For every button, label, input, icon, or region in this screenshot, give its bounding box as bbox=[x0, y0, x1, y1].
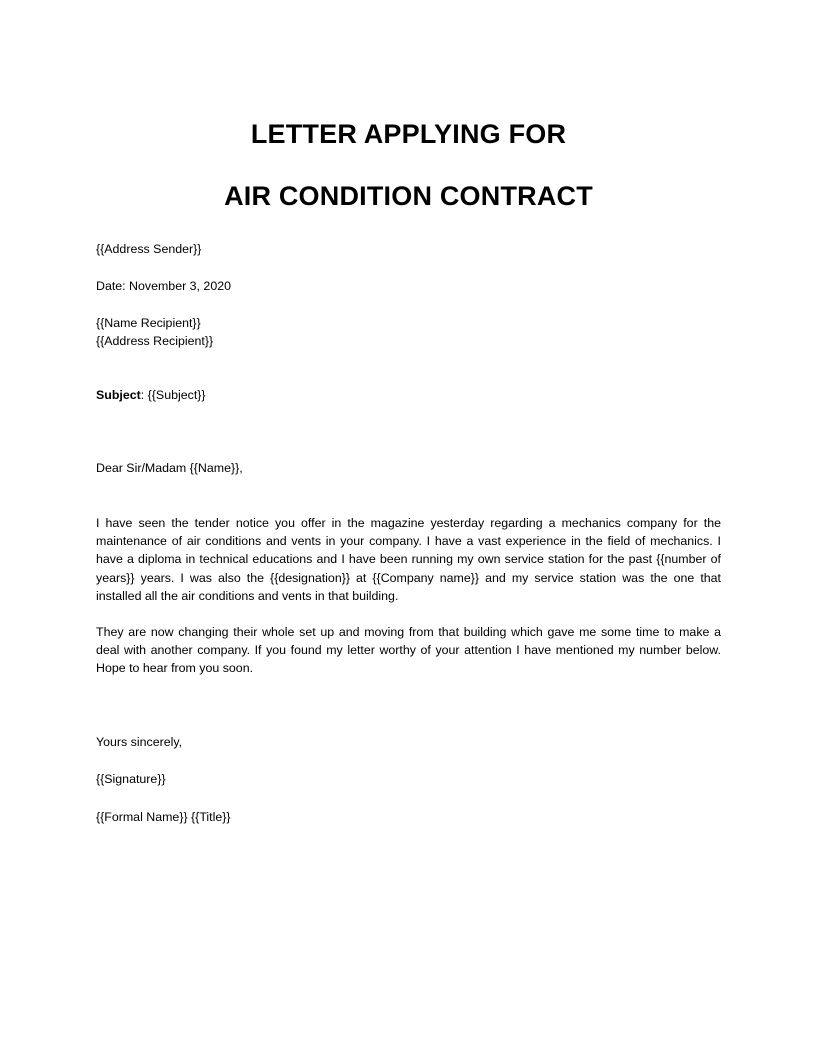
recipient-name: {{Name Recipient}} bbox=[96, 316, 201, 330]
letter-title-line-1: LETTER APPLYING FOR bbox=[250, 119, 567, 149]
signature: {{Signature}} bbox=[96, 772, 166, 786]
salutation: Dear Sir/Madam {{Name}}, bbox=[96, 461, 243, 475]
subject-line bbox=[96, 386, 206, 404]
closing: Yours sincerely, bbox=[96, 735, 183, 749]
formal-name-title: {{Formal Name}} {{Title}} bbox=[96, 810, 231, 824]
letter-date: Date: November 3, 2020 bbox=[96, 279, 231, 293]
body-paragraph-2: They are now changing their whole set up and moving from that building which gave me some time to make a deal with another company. If you found my letter worthy of your attention I have mentioned my number below. Hope to hear from you soon. bbox=[96, 625, 721, 676]
recipient-address: {{Address Recipient}} bbox=[96, 334, 214, 348]
letter-title-line-2: AIR CONDITION CONTRACT bbox=[224, 181, 593, 211]
subject-label: Subject bbox=[96, 388, 141, 402]
sender-address: {{Address Sender}} bbox=[96, 242, 202, 256]
body-paragraph-1: I have seen the tender notice you offer in the magazine yesterday regarding a mechanics company for the maintenance of air conditions and vents in your company. I have a vast experience in the field of mechanics. I have a diploma in technical educations and I have been running my own service station for the past {{number of years}} years. I was also the {{designation}} at {{Company name}} and my service station was the one that installed all the air conditions and vents in that building. bbox=[96, 516, 721, 603]
subject-value: : {{Subject}} bbox=[140, 388, 206, 402]
